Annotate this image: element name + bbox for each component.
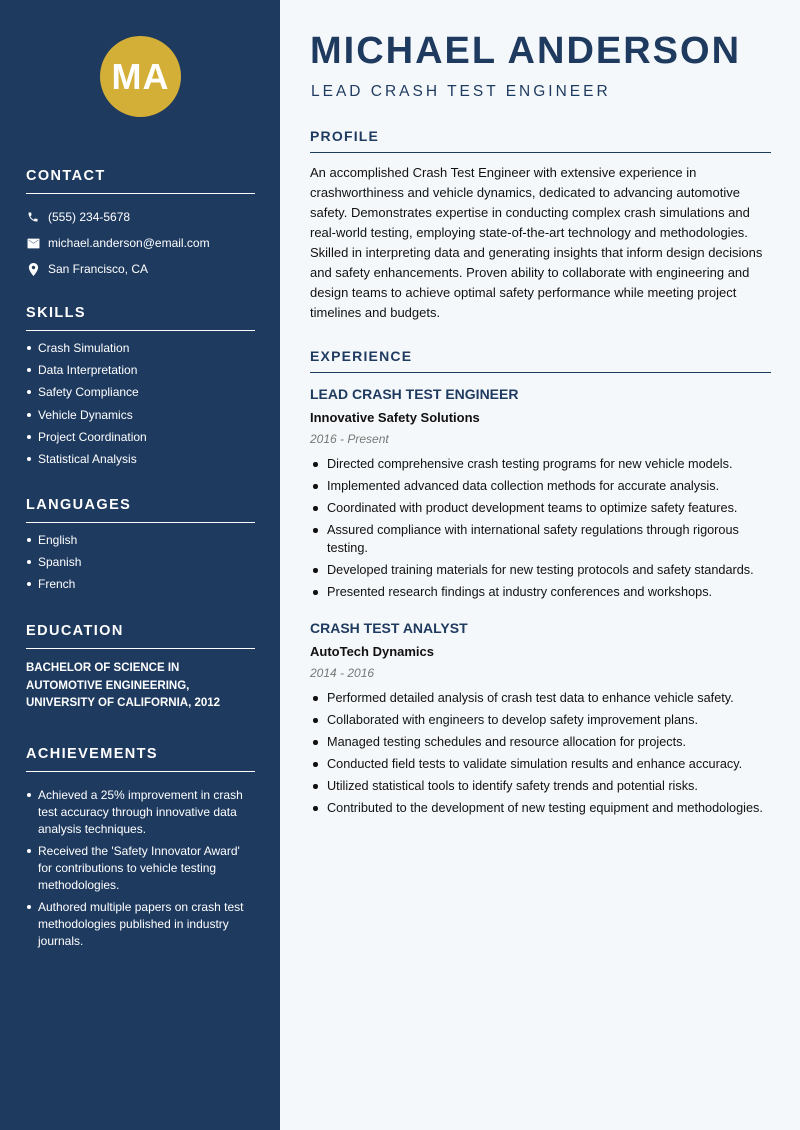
- contact-phone-text: (555) 234-5678: [48, 210, 131, 224]
- education-section: [26, 623, 255, 713]
- list-item: Directed comprehensive crash testing programs for new vehicle models.: [310, 455, 771, 473]
- list-item: Spanish: [26, 554, 255, 570]
- contact-list: [26, 204, 255, 282]
- list-item: Vehicle Dynamics: [26, 407, 255, 423]
- list-item: Presented research findings at industry conferences and workshops.: [310, 583, 771, 601]
- job-bullets: [310, 455, 771, 601]
- contact-section: [26, 168, 255, 282]
- job-title: CRASH TEST ANALYST: [310, 620, 468, 636]
- list-item: Performed detailed analysis of crash test data to enhance vehicle safety.: [310, 689, 771, 707]
- list-item: Statistical Analysis: [26, 451, 255, 467]
- location-pin-icon: [26, 262, 40, 276]
- experience-section: [310, 348, 771, 373]
- contact-email-text: michael.anderson@email.com: [48, 236, 210, 250]
- list-item: Developed training materials for new testing protocols and safety standards.: [310, 561, 771, 579]
- mail-icon: [26, 236, 40, 250]
- languages-section: [26, 497, 255, 599]
- profile-text: An accomplished Crash Test Engineer with extensive experience in crashworthiness and vehicle dynamics, dedicated to advancing automotive safety. Demonstrates expertise in conducting complex crash simulations and real-world testing, employing state-of-the-art technology and methodologies. Skilled in interpreting data and generating insights that inform design decisions and safety enhancements. Proven ability to collaborate with engineering and design teams to achieve optimal safety performance while meeting project timelines and budgets.: [310, 165, 763, 320]
- phone-icon: [26, 210, 40, 224]
- contact-phone: [26, 204, 255, 230]
- list-item: Conducted field tests to validate simulation results and enhance accuracy.: [310, 755, 771, 773]
- list-item: Assured compliance with international safety regulations through rigorous testing.: [310, 521, 771, 557]
- experience-heading: EXPERIENCE: [310, 348, 771, 373]
- list-item: Utilized statistical tools to identify safety trends and potential risks.: [310, 777, 771, 795]
- achievements-heading: ACHIEVEMENTS: [26, 746, 255, 772]
- skills-section: [26, 305, 255, 473]
- sidebar: [0, 0, 280, 1130]
- job-title: LEAD CRASH TEST ENGINEER: [310, 386, 519, 402]
- list-item: Data Interpretation: [26, 362, 255, 378]
- job-company: Innovative Safety Solutions: [310, 410, 480, 425]
- skills-heading: SKILLS: [26, 305, 255, 331]
- job-dates: 2016 - Present: [310, 432, 389, 446]
- list-item: Collaborated with engineers to develop safety improvement plans.: [310, 711, 771, 729]
- job-bullets: [310, 689, 771, 817]
- list-item: Implemented advanced data collection methods for accurate analysis.: [310, 477, 771, 495]
- languages-list: [26, 532, 255, 592]
- skills-list: [26, 340, 255, 467]
- contact-email: [26, 230, 255, 256]
- list-item: Coordinated with product development teams to optimize safety features.: [310, 499, 771, 517]
- avatar-initials: MA: [100, 36, 181, 117]
- languages-heading: LANGUAGES: [26, 497, 255, 523]
- contact-location-text: San Francisco, CA: [48, 262, 149, 276]
- list-item: Authored multiple papers on crash test methodologies published in industry journals.: [26, 899, 255, 950]
- list-item: Managed testing schedules and resource allocation for projects.: [310, 733, 771, 751]
- list-item: Achieved a 25% improvement in crash test accuracy through innovative data analysis techniques.: [26, 787, 255, 838]
- list-item: French: [26, 576, 255, 592]
- contact-location: [26, 256, 255, 282]
- list-item: Contributed to the development of new testing equipment and methodologies.: [310, 799, 771, 817]
- job-dates: 2014 - 2016: [310, 666, 375, 680]
- candidate-name: MICHAEL ANDERSON: [310, 30, 742, 72]
- education-heading: EDUCATION: [26, 623, 255, 649]
- list-item: Safety Compliance: [26, 384, 255, 400]
- education-entry: BACHELOR OF SCIENCE IN AUTOMOTIVE ENGINEERING, UNIVERSITY OF CALIFORNIA, 2012: [26, 662, 221, 709]
- profile-section: [310, 128, 771, 323]
- job-entry: [310, 620, 771, 821]
- list-item: Project Coordination: [26, 429, 255, 445]
- list-item: Received the 'Safety Innovator Award' for contributions to vehicle testing methodologies.: [26, 843, 255, 894]
- job-company: AutoTech Dynamics: [310, 644, 435, 659]
- contact-heading: CONTACT: [26, 168, 255, 194]
- achievements-list: [26, 787, 255, 950]
- achievements-section: [26, 746, 255, 955]
- list-item: English: [26, 532, 255, 548]
- list-item: Crash Simulation: [26, 340, 255, 356]
- candidate-title: LEAD CRASH TEST ENGINEER: [311, 83, 611, 100]
- profile-heading: PROFILE: [310, 128, 771, 153]
- job-entry: [310, 386, 771, 605]
